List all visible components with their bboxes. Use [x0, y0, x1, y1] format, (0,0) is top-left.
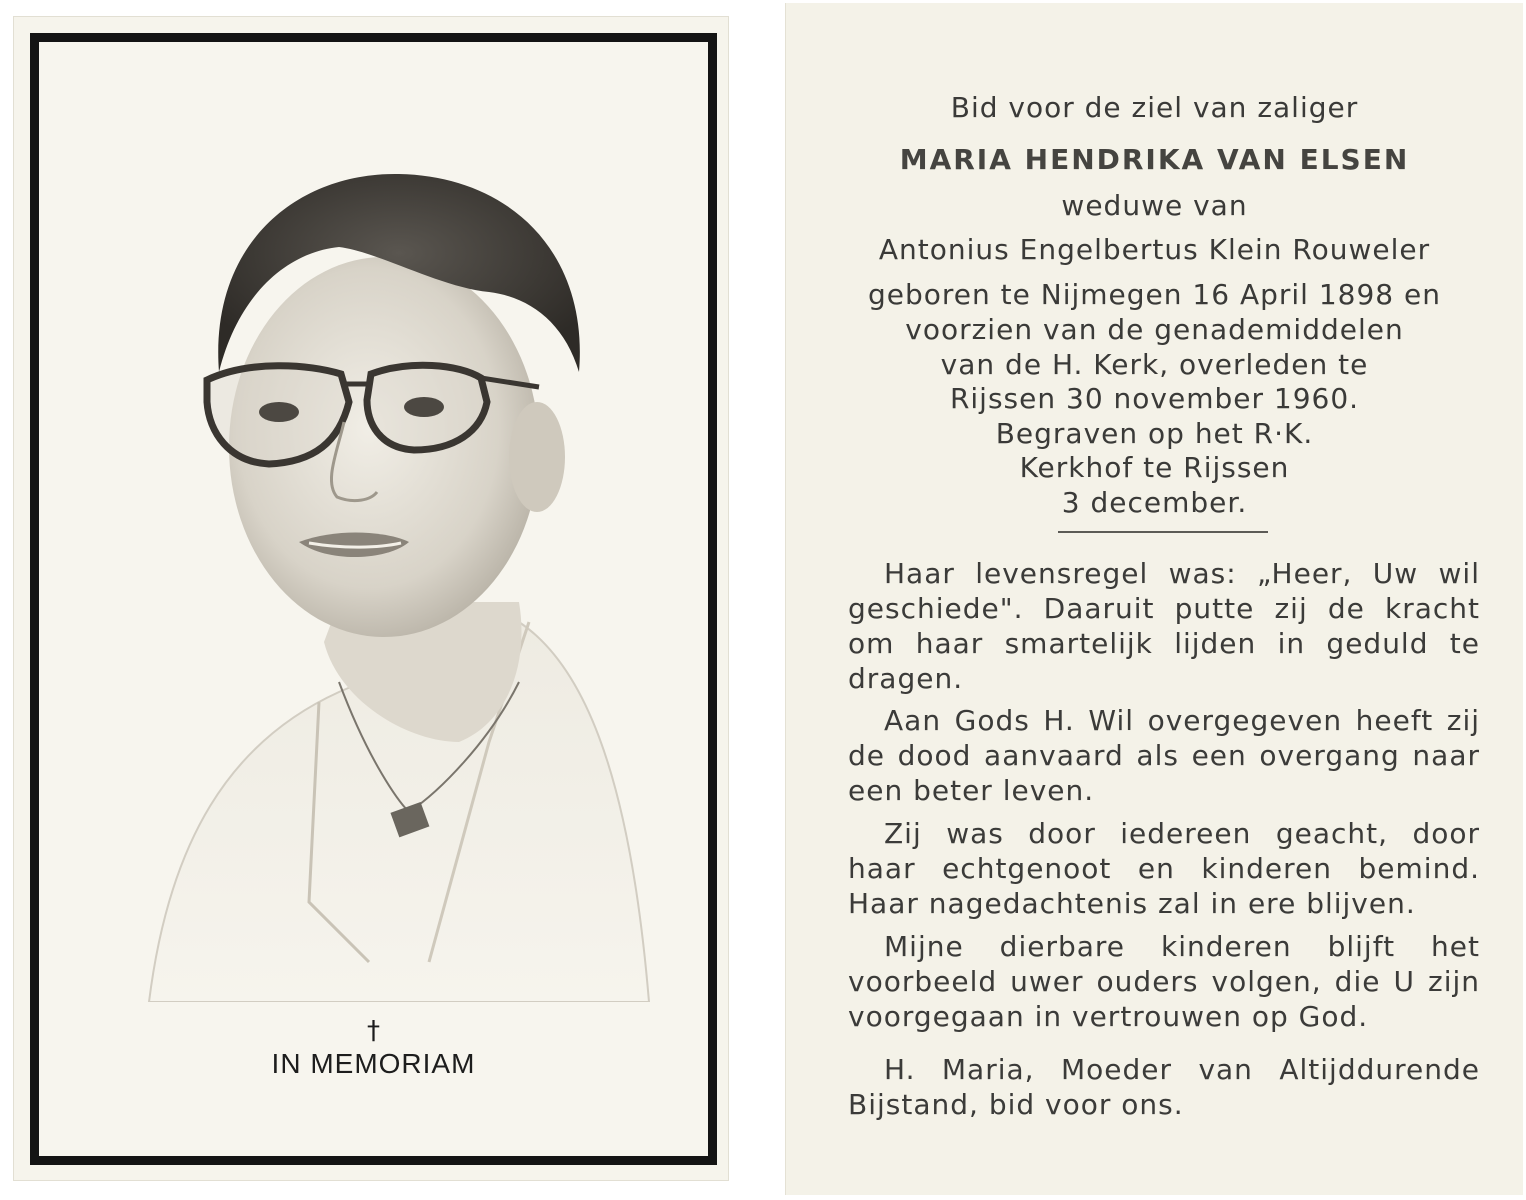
burial-line: Begraven op het R·K.	[995, 417, 1314, 450]
in-memoriam-caption: IN MEMORIAM	[271, 1048, 476, 1079]
memorial-card-text	[785, 3, 1523, 1195]
widow-of-line: weduwe van	[1061, 189, 1248, 222]
burial-date-line: 3 december.	[1061, 486, 1248, 519]
birth-line: geboren te Nijmegen 16 April 1898 en	[868, 278, 1441, 311]
prayer-heading: Bid voor de ziel van zaliger	[950, 91, 1359, 124]
paragraph-respected: Zij was door iedereen geacht, door haar echtgenoot en kinderen bemind. Haar nagedachtenis zal in ere blijven.	[848, 817, 1480, 920]
memorial-card-front	[13, 16, 729, 1181]
death-line: Rijssen 30 november 1960.	[949, 382, 1360, 415]
paragraph-prayer: H. Maria, Moeder van Altijddurende Bijstand, bid voor ons.	[848, 1053, 1480, 1121]
sacraments-line: voorzien van de genademiddelen	[905, 313, 1404, 346]
paragraph-children: Mijne dierbare kinderen blijft het voorbeeld uwer ouders volgen, die U zijn voorgegaan in vertrouwen op God.	[848, 930, 1480, 1033]
paragraph-life-rule: Haar levensregel was: „Heer, Uw wil geschiede". Daaruit putte zij de kracht om haar smartelijk lijden in geduld te dragen.	[848, 557, 1480, 695]
deceased-name: MARIA HENDRIKA VAN ELSEN	[899, 143, 1410, 176]
cross-icon: †	[367, 1016, 380, 1046]
cemetery-line: Kerkhof te Rijssen	[1019, 451, 1290, 484]
portrait-photo	[109, 102, 669, 1002]
paragraph-gods-will: Aan Gods H. Wil overgegeven heeft zij de dood aanvaard als een overgang naar een beter leven.	[848, 704, 1480, 807]
mourning-border-frame	[30, 33, 717, 1165]
separator-rule	[1058, 531, 1268, 533]
church-line: van de H. Kerk, overleden te	[940, 348, 1369, 381]
spouse-name: Antonius Engelbertus Klein Rouweler	[878, 233, 1431, 266]
